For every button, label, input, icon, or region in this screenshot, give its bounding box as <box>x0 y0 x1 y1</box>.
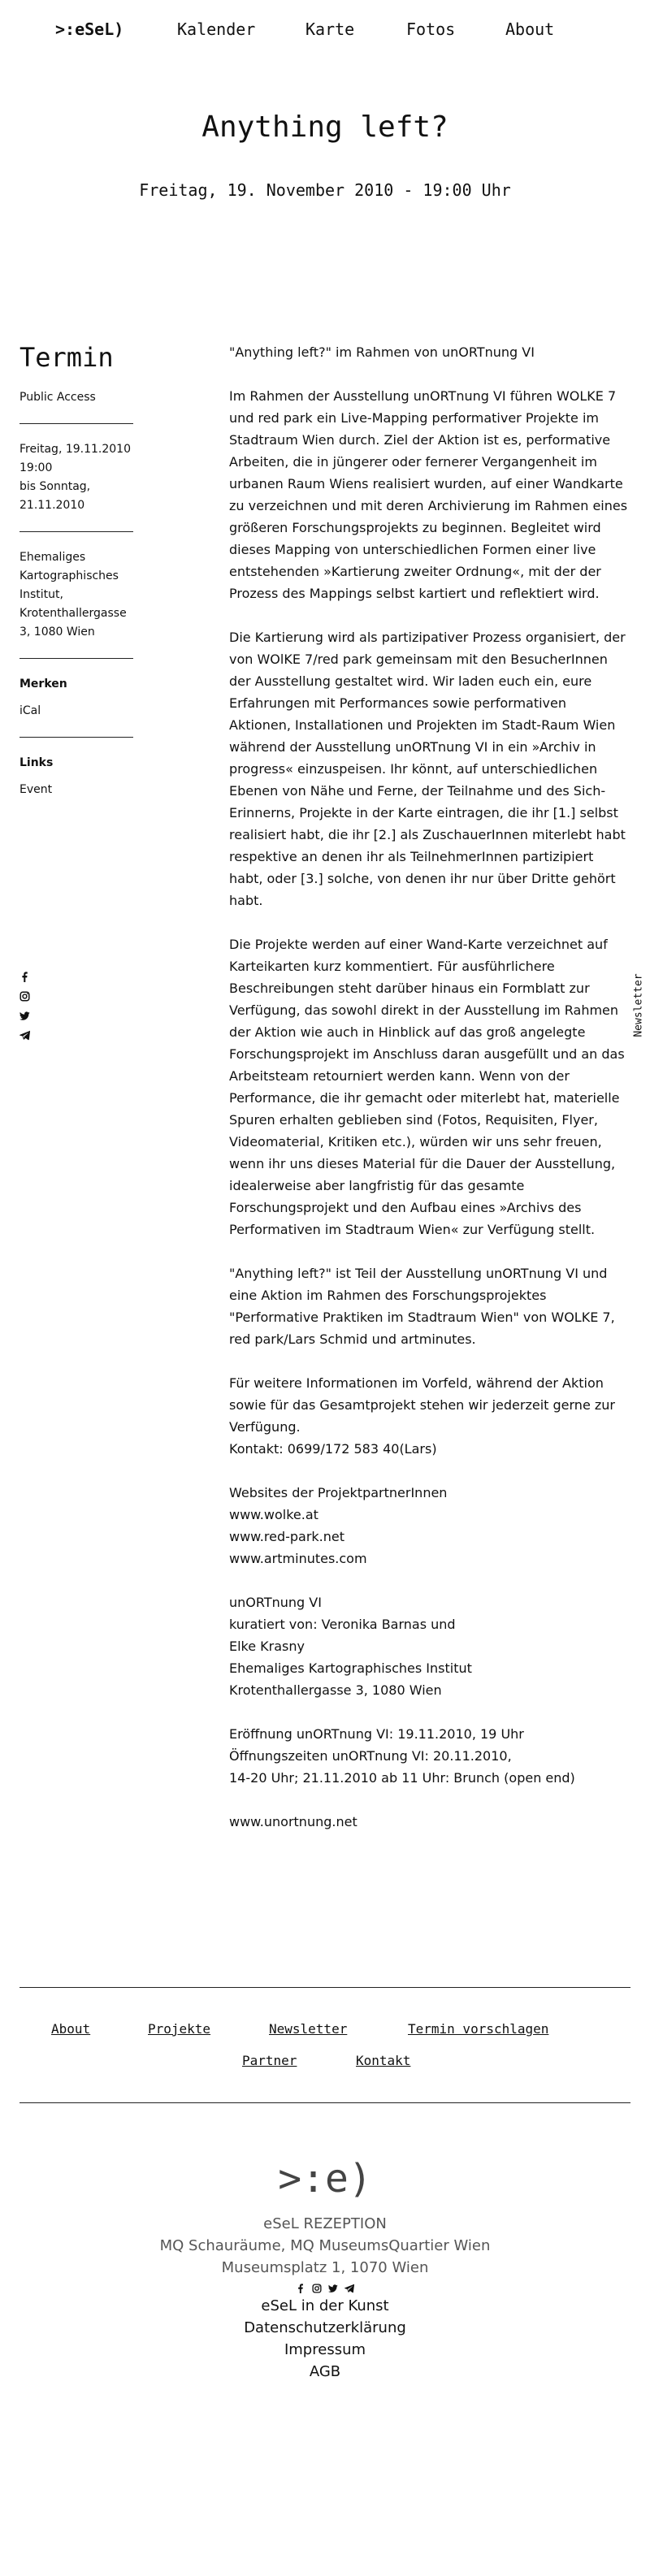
location-block <box>20 548 133 659</box>
nav-karte[interactable]: Karte <box>306 19 355 39</box>
datetime-block <box>20 440 133 532</box>
article-paragraph-1: Im Rahmen der Ausstellung unORTnung VI führen WOLKE 7 und red park ein Live-Mapping performativer Projekte im Stadtraum Wien durch. Ziel der Aktion ist es, performative Arbeiten, die in jüngerer oder fernerer Vergangenheit im urbanen Raum Wiens realisiert wurden, auf einer Wandkarte zu verzeichnen und mit deren Archivierung im Rahmen eines größeren Forschungsprojekts zu beginnen. Begleitet wird dieses Mapping von unterschiedlichen Formen einer live entstehenden »Kartierung zweiter Ordnung«, mit der der Prozess des Mappings selbst kartiert und reflektiert wird. <box>229 388 628 601</box>
site-logo[interactable]: >:eSeL) <box>55 19 124 39</box>
brand-footer <box>0 2154 650 2383</box>
event-description <box>229 341 630 1855</box>
event-title: Anything left? <box>202 110 448 144</box>
merken-block <box>20 675 133 738</box>
access-label: Public Access <box>20 391 96 404</box>
telegram-icon[interactable] <box>20 1030 30 1041</box>
legal-link-datenschutz[interactable]: Datenschutzerklärung <box>244 2319 406 2336</box>
websites-heading: Websites der ProjektpartnerInnen <box>229 1485 448 1500</box>
article-paragraph-3: Die Projekte werden auf einer Wand-Karte verzeichnet auf Karteikarten kurz kommentiert. Für ausführlichere Beschreibungen steht darüber hinaus ein Formblatt zur Verfügung, das sowohl direkt in der Ausstellung im Rahmen der Aktion wie auch in Hinblick auf das groß angelegte Forschungsprojekt im Anschluss daran ausgefüllt und an das Arbeitsteam retourniert werden kann. Wenn von der Performance, die ihr gemacht oder miterlebt hat, materielle Spuren erhalten geblieben sind (Fotos, Requisiten, Flyer, Videomaterial, Kritiken etc.), würden wir uns sehr freuen, wenn ihr uns dieses Material für die Dauer der Ausstellung, idealerweise aber langfristig für das gesamte Forschungsprojekt und den Aufbau eines »Archivs des Performativen im Stadtraum Wien« zur Verfügung stellt. <box>229 937 625 1237</box>
website-link[interactable]: www.wolke.at <box>229 1507 318 1522</box>
exhibition-info: unORTnung VI kuratiert von: Veronika Barnas und Elke Krasny Ehemaliges Kartographisches Institut Krotenthallergasse 3, 1080 Wien <box>229 1595 472 1698</box>
links-block <box>20 754 133 816</box>
newsletter-side-tab[interactable]: Newsletter <box>632 973 645 1037</box>
opening-hours: Eröffnung unORTnung VI: 19.11.2010, 19 Uhr Öffnungszeiten unORTnung VI: 20.11.2010, 14-20 Uhr; 21.11.2010 ab 11 Uhr: Brunch (open end) <box>229 1726 575 1786</box>
website-link[interactable]: www.artminutes.com <box>229 1551 367 1566</box>
article-paragraph-4: "Anything left?" ist Teil der Ausstellung unORTnung VI und eine Aktion im Rahmen des Forschungsprojektes "Performative Praktiken im Stadtraum Wien" von WOLKE 7, red park/Lars Schmid und artminutes. <box>229 1266 615 1347</box>
nav-kalender[interactable]: Kalender <box>177 19 256 39</box>
ical-link[interactable]: iCal <box>20 704 41 717</box>
footer-link-newsletter[interactable]: Newsletter <box>269 2021 348 2037</box>
telegram-icon[interactable] <box>344 2284 354 2293</box>
sidebar-heading: Termin <box>20 342 114 373</box>
exhibition-url[interactable]: www.unortnung.net <box>229 1814 358 1829</box>
footer-logo[interactable]: >:e) <box>278 2156 372 2202</box>
legal-link-agb[interactable]: AGB <box>309 2363 341 2380</box>
footer-divider-top <box>20 1987 630 1988</box>
event-location: Ehemaliges Kartographisches Institut, Krotenthallergasse 3, 1080 Wien <box>20 551 127 639</box>
article-paragraph-2: Die Kartierung wird als partizipativer Prozess organisiert, der von WOlKE 7/red park gemeinsam mit den BesucherInnen der Ausstellung gestaltet wird. Wir laden euch ein, eure Erfahrungen mit Performances sowie performativen Aktionen, Installationen und Projekten im Stadt-Raum Wien während der Ausstellung unORTnung VI in ein »Archiv in progress« einzuspeisen. Ihr könnt, auf unterschiedlichen Ebenen von Nähe und Ferne, der Teilnahme und des Sich-Erinnerns, Projekte in der Karte eintragen, die ihr [1.] selbst realisiert habt, die ihr [2.] als ZuschauerInnen miterlebt habt respektive an denen ihr als TeilnehmerInnen partizipiert habt, oder [3.] solche, von denen ihr nur über Dritte gehört habt. <box>229 630 626 908</box>
twitter-icon[interactable] <box>20 1011 30 1021</box>
twitter-icon[interactable] <box>328 2284 338 2293</box>
footer-link-termin-vorschlagen[interactable]: Termin vorschlagen <box>408 2021 549 2037</box>
brand-name: eSeL REZEPTION <box>263 2215 387 2232</box>
event-date: Freitag, 19. November 2010 - 19:00 Uhr <box>139 180 511 200</box>
instagram-icon[interactable] <box>312 2284 322 2293</box>
instagram-icon[interactable] <box>20 991 30 1002</box>
links-heading: Links <box>20 756 54 769</box>
event-link[interactable]: Event <box>20 783 53 796</box>
footer-social-links <box>0 2284 650 2293</box>
access-block <box>20 388 133 424</box>
social-links <box>20 972 36 1050</box>
partner-websites <box>229 1482 630 1569</box>
legal-link-impressum[interactable]: Impressum <box>284 2341 366 2358</box>
footer-link-about[interactable]: About <box>51 2021 91 2037</box>
article-intro: "Anything left?" im Rahmen von unORTnung VI <box>229 344 535 360</box>
footer-divider-bottom <box>20 2102 630 2103</box>
event-sidebar <box>20 341 133 832</box>
footer-link-partner[interactable]: Partner <box>242 2053 297 2068</box>
nav-about[interactable]: About <box>505 19 555 39</box>
brand-address: Museumsplatz 1, 1070 Wien <box>221 2259 429 2276</box>
footer-link-kontakt[interactable]: Kontakt <box>356 2053 411 2068</box>
top-navigation <box>0 15 650 44</box>
merken-heading: Merken <box>20 678 67 691</box>
facebook-icon[interactable] <box>20 972 30 982</box>
footer-link-projekte[interactable]: Projekte <box>148 2021 211 2037</box>
legal-link-esel-in-der-kunst[interactable]: eSeL in der Kunst <box>261 2297 389 2314</box>
brand-venue: MQ Schauräume, MQ MuseumsQuartier Wien <box>159 2237 491 2254</box>
article-contact: Für weitere Informationen im Vorfeld, während der Aktion sowie für das Gesamtprojekt stehen wir jederzeit gerne zur Verfügung. Kontakt: 0699/172 583 40(Lars) <box>229 1375 615 1457</box>
event-datetime: Freitag, 19.11.2010 19:00 bis Sonntag, 21.11.2010 <box>20 443 131 512</box>
website-link[interactable]: www.red-park.net <box>229 1529 345 1544</box>
nav-fotos[interactable]: Fotos <box>406 19 456 39</box>
facebook-icon[interactable] <box>296 2284 306 2293</box>
